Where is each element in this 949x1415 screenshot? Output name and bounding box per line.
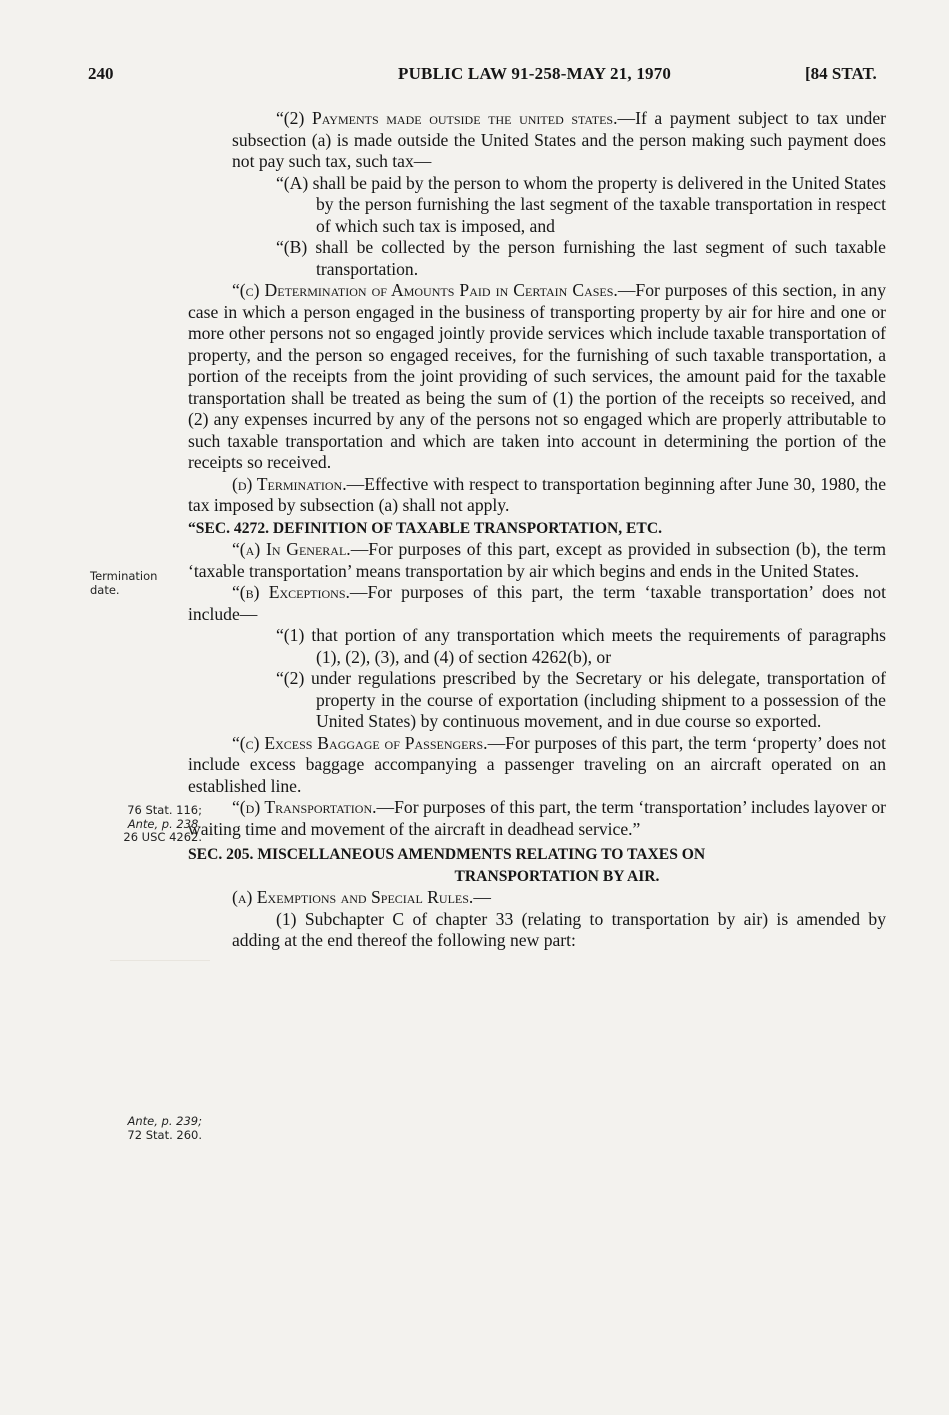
- running-title: PUBLIC LAW 91-258-MAY 21, 1970: [398, 64, 672, 83]
- paragraph-termination: [188, 474, 886, 517]
- paragraph-text: —Effective with respect to transportation beginning after June 30, 1980, the tax imposed by subsection (a) shall not apply.: [188, 473, 886, 515]
- margin-note-line: Ante, p. 238.: [127, 816, 202, 831]
- exception-2: “(2) under regulations prescribed by the Secretary or his delegate, transportation of property in the course of exportation (including shipment to a possession of the United States) by continuous movement, and in due course so exported.: [276, 668, 886, 731]
- paragraph-heading: “(2) Payments made outside the united states.: [276, 108, 618, 128]
- section-4272-heading: “SEC. 4272. DEFINITION OF TAXABLE TRANSPORTATION, ETC.: [188, 519, 662, 537]
- paragraph-determination-amounts: [188, 280, 886, 474]
- paragraph-text: —If a payment subject to tax under subsection (a) is made outside the United States and the person making such payment does not pay such tax, such tax—: [232, 108, 887, 171]
- paragraph-text: —For purposes of this part, the term ‘transportation’ includes layover or waiting time and movement of the aircraft in deadhead service.”: [188, 797, 886, 839]
- paragraph-dash: —: [473, 887, 491, 907]
- section-heading-line: SEC. 205. MISCELLANEOUS AMENDMENTS RELATING TO TAXES ON: [188, 846, 706, 863]
- exception-1: “(1) that portion of any transportation which meets the requirements of paragraphs (1), (2), (3), and (4) of section 4262(b), or: [276, 625, 886, 667]
- paragraph-heading: “(c) Excess Baggage of Passengers.: [232, 732, 488, 753]
- margin-note-line: Ante, p. 239;: [127, 1114, 202, 1128]
- paragraph-in-general: [188, 539, 886, 582]
- margin-note-line: 72 Stat. 260.: [127, 1127, 202, 1142]
- page-number: 240: [88, 64, 114, 83]
- paragraph-heading: “(b) Exceptions.: [232, 582, 350, 602]
- paragraph-text: —For purposes of this part, the term ‘property’ does not include excess baggage accompanying a passenger traveling on an aircraft operated on an established line.: [188, 732, 886, 796]
- paragraph-text: —For purposes of this section, in any case in which a person engaged in the business of transporting property by air for hire and one or more other persons not so engaged jointly provide services which include taxable transportation of property, and the person so engaged receives, for the furnishing of such taxable transportation, a portion of the receipts from the joint providing of such services, the amount paid for the taxable transportation shall be treated as being the sum of (1) the portion of the receipts so received, and (2) any expenses incurred by any of the persons not so engaged which are properly attributable to such taxable transportation and which are taken into account in determining the portion of the receipts so received.: [188, 280, 886, 472]
- paragraph-subchapter-c-amendment: (1) Subchapter C of chapter 33 (relating to transportation by air) is amended by adding at the end thereof the following new part:: [232, 908, 886, 950]
- margin-note-line: date.: [90, 582, 120, 597]
- margin-note-line: Termination: [90, 569, 158, 583]
- subparagraph-A: “(A) shall be paid by the person to whom the property is delivered in the United States by the person furnishing the last segment of the taxable transportation in respect of which such tax is imposed, and: [276, 172, 886, 236]
- paragraph-heading: “(d) Transportation.: [232, 797, 377, 817]
- margin-note-line: 26 USC 4262.: [123, 830, 202, 844]
- section-205-heading: [188, 844, 886, 887]
- margin-note-line: 76 Stat. 116;: [127, 803, 202, 817]
- bleed-through-left: [110, 960, 210, 1021]
- subparagraph-B: “(B) shall be collected by the person furnishing the last segment of such taxable transportation.: [276, 237, 886, 279]
- paragraph-text: —For purposes of this part, the term ‘taxable transportation’ does not include—: [188, 582, 886, 624]
- paragraph-heading: “(a) In General.: [232, 539, 351, 559]
- paragraph-excess-baggage: [188, 733, 886, 798]
- margin-note-ante-refs: [90, 1115, 202, 1142]
- margin-note-termination: [90, 570, 202, 597]
- paragraph-transportation: [188, 797, 886, 840]
- paragraph-exemptions-special-rules: [188, 887, 886, 909]
- paragraph-text: —For purposes of this part, except as provided in subsection (b), the term ‘taxable transportation’ means transportation by air which begins and ends in the United States.: [188, 539, 886, 581]
- section-heading-line: TRANSPORTATION BY AIR.: [454, 867, 660, 885]
- volume-reference: [84 STAT.: [805, 64, 877, 83]
- paragraph-exceptions: [188, 582, 886, 625]
- paragraph-heading: (d) Termination.: [232, 473, 347, 494]
- paragraph-heading: “(c) Determination of Amounts Paid in Certain Cases.: [232, 280, 618, 300]
- paragraph-heading: (a) Exemptions and Special Rules.: [232, 887, 474, 907]
- main-text-column: [188, 108, 887, 952]
- margin-note-stat-refs: [90, 804, 202, 845]
- paragraph-payments-outside-us: [232, 108, 886, 173]
